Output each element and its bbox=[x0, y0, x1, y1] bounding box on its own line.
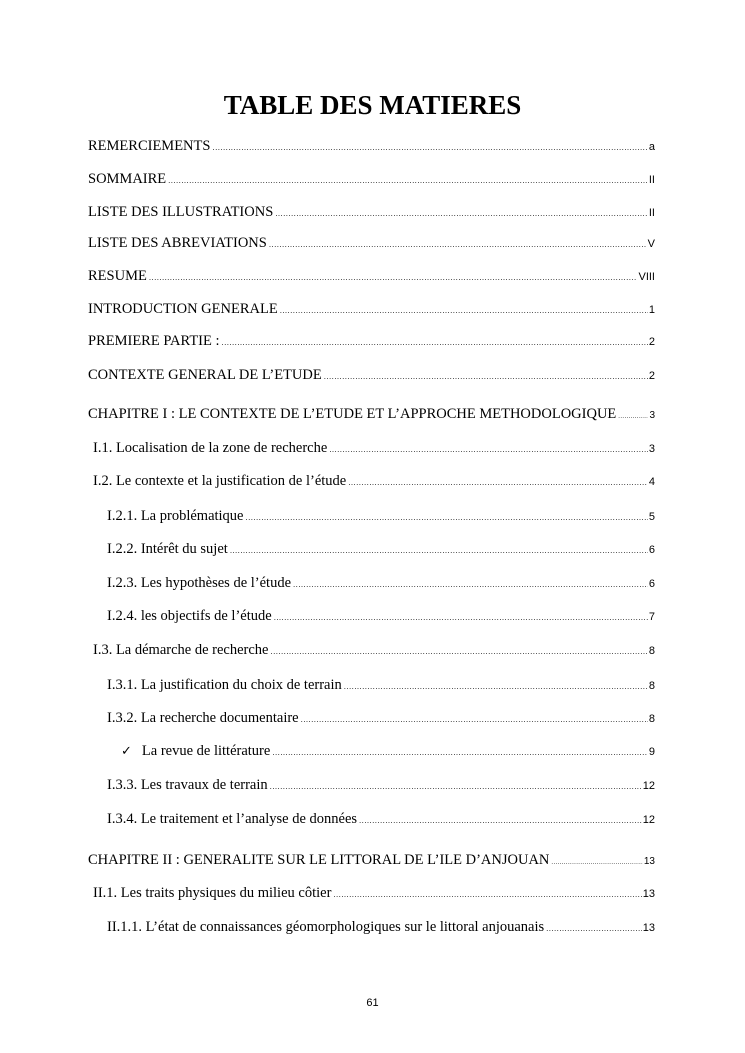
page-number: 61 bbox=[366, 997, 379, 1009]
toc-entry-page: VIII bbox=[638, 271, 655, 283]
toc-entry[interactable] bbox=[88, 366, 655, 386]
toc-entry[interactable] bbox=[107, 507, 655, 527]
toc-leader-dots bbox=[359, 812, 642, 830]
toc-leader-dots bbox=[301, 711, 648, 729]
toc-entry[interactable] bbox=[107, 810, 655, 830]
toc-leader-dots bbox=[618, 408, 648, 426]
toc-entry-page: II bbox=[648, 207, 655, 219]
toc-leader-dots bbox=[274, 609, 648, 627]
toc-leader-dots bbox=[270, 778, 642, 796]
toc-entry-page: 13 bbox=[643, 856, 655, 867]
toc-entry-page: 12 bbox=[642, 814, 655, 826]
toc-entry-page: 2 bbox=[648, 336, 655, 348]
toc-entry[interactable] bbox=[107, 776, 655, 796]
toc-leader-dots bbox=[271, 643, 648, 661]
toc-leader-dots bbox=[280, 302, 648, 320]
toc-entry-label: CONTEXTE GENERAL DE L’ETUDE bbox=[88, 367, 322, 383]
toc-leader-dots bbox=[344, 678, 648, 696]
toc-entry-label: LISTE DES ILLUSTRATIONS bbox=[88, 204, 274, 220]
toc-entry[interactable] bbox=[121, 742, 655, 762]
toc-leader-dots bbox=[246, 509, 648, 527]
toc-leader-dots bbox=[269, 236, 647, 254]
toc-leader-dots bbox=[329, 441, 648, 459]
toc-entry-page: 8 bbox=[648, 713, 655, 725]
toc-entry-page: V bbox=[647, 238, 655, 250]
toc-entry-label: I.2.1. La problématique bbox=[107, 508, 244, 524]
toc-entry[interactable] bbox=[93, 884, 655, 904]
toc-entry-page: 5 bbox=[648, 511, 655, 523]
toc-entry[interactable] bbox=[88, 267, 655, 287]
toc-leader-dots bbox=[212, 139, 647, 157]
toc-leader-dots bbox=[324, 368, 648, 386]
toc-entry-label: RESUME bbox=[88, 268, 147, 284]
toc-entry-page: 6 bbox=[648, 578, 655, 590]
toc-entry-label: II.1.1. L’état de connaissances géomorphologiques sur le littoral anjouanais bbox=[107, 919, 545, 935]
toc-entry[interactable] bbox=[88, 405, 655, 426]
toc-entry-label: I.3.4. Le traitement et l’analyse de données bbox=[107, 811, 358, 827]
toc-leader-dots bbox=[348, 474, 648, 492]
toc-entry-label: CHAPITRE I : LE CONTEXTE DE L’ETUDE ET L’APPROCHE METHODOLOGIQUE bbox=[88, 406, 617, 422]
toc-entry-page: 4 bbox=[648, 476, 655, 488]
toc-entry-page: 1 bbox=[648, 304, 655, 316]
toc-leader-dots bbox=[168, 172, 648, 190]
toc-entry-page: 12 bbox=[642, 780, 655, 792]
toc-leader-dots bbox=[333, 886, 641, 904]
toc-entry[interactable] bbox=[107, 676, 655, 696]
toc-entry-page: 6 bbox=[648, 544, 655, 556]
toc-entry-page: 13 bbox=[642, 922, 655, 934]
page-title: TABLE DES MATIERES bbox=[223, 90, 522, 120]
toc-entry-label: INTRODUCTION GENERALE bbox=[88, 301, 278, 317]
toc-entry-page: II bbox=[648, 174, 655, 186]
toc-entry-page: 3 bbox=[649, 410, 655, 421]
toc-entry[interactable] bbox=[88, 137, 655, 157]
toc-entry-page: 3 bbox=[648, 443, 655, 455]
toc-entry-label: I.3.1. La justification du choix de terrain bbox=[107, 677, 342, 693]
toc-entry-label: ✓ La revue de littérature bbox=[121, 742, 270, 761]
toc-leader-dots bbox=[546, 920, 642, 938]
toc-entry-label: I.2.3. Les hypothèses de l’étude bbox=[107, 575, 292, 591]
toc-entry-label: REMERCIEMENTS bbox=[88, 138, 211, 154]
toc-entry[interactable] bbox=[93, 641, 655, 661]
toc-entry-label: I.2.4. les objectifs de l’étude bbox=[107, 608, 272, 624]
toc-entry-label: I.1. Localisation de la zone de recherche bbox=[93, 440, 328, 456]
toc-entry[interactable] bbox=[88, 203, 655, 223]
toc-entry-label: PREMIERE PARTIE : bbox=[88, 333, 220, 349]
toc-entry-page: a bbox=[648, 141, 655, 153]
toc-entry[interactable] bbox=[88, 234, 655, 254]
toc-entry-label: CHAPITRE II : GENERALITE SUR LE LITTORAL DE L’ILE D’ANJOUAN bbox=[88, 852, 550, 868]
toc-entry-page: 2 bbox=[648, 370, 655, 382]
toc-entry[interactable] bbox=[93, 439, 655, 459]
toc-entry[interactable] bbox=[88, 170, 655, 190]
toc-entry-label: LISTE DES ABREVIATIONS bbox=[88, 235, 267, 251]
toc-entry-page: 8 bbox=[648, 680, 655, 692]
toc-leader-dots bbox=[275, 205, 648, 223]
toc-leader-dots bbox=[149, 269, 638, 287]
toc-entry-page: 13 bbox=[642, 888, 655, 900]
toc-entry-page: 8 bbox=[648, 645, 655, 657]
toc-entry-label: I.2.2. Intérêt du sujet bbox=[107, 541, 228, 557]
toc-entry-label: II.1. Les traits physiques du milieu côtier bbox=[93, 885, 332, 901]
toc-entry-page: 7 bbox=[648, 611, 655, 623]
toc-leader-dots bbox=[551, 854, 642, 872]
toc-entry[interactable] bbox=[107, 574, 655, 594]
toc-entry[interactable] bbox=[88, 851, 655, 872]
toc-leader-dots bbox=[293, 576, 648, 594]
toc-leader-dots bbox=[272, 744, 648, 762]
toc-leader-dots bbox=[222, 334, 648, 352]
toc-entry-label: I.3.3. Les travaux de terrain bbox=[107, 777, 268, 793]
toc-entry-label: I.3.2. La recherche documentaire bbox=[107, 710, 299, 726]
toc-leader-dots bbox=[230, 542, 648, 560]
toc-entry[interactable] bbox=[88, 300, 655, 320]
toc-entry[interactable] bbox=[93, 472, 655, 492]
toc-entry[interactable] bbox=[107, 540, 655, 560]
toc-entry[interactable] bbox=[107, 918, 655, 938]
toc-entry-label: I.3. La démarche de recherche bbox=[93, 642, 269, 658]
toc-entry[interactable] bbox=[107, 709, 655, 729]
toc-entry-label: I.2. Le contexte et la justification de l’étude bbox=[93, 473, 347, 489]
toc-entry[interactable] bbox=[107, 607, 655, 627]
toc-entry[interactable] bbox=[88, 332, 655, 352]
toc-entry-page: 9 bbox=[648, 746, 655, 758]
toc-entry-label: SOMMAIRE bbox=[88, 171, 167, 187]
